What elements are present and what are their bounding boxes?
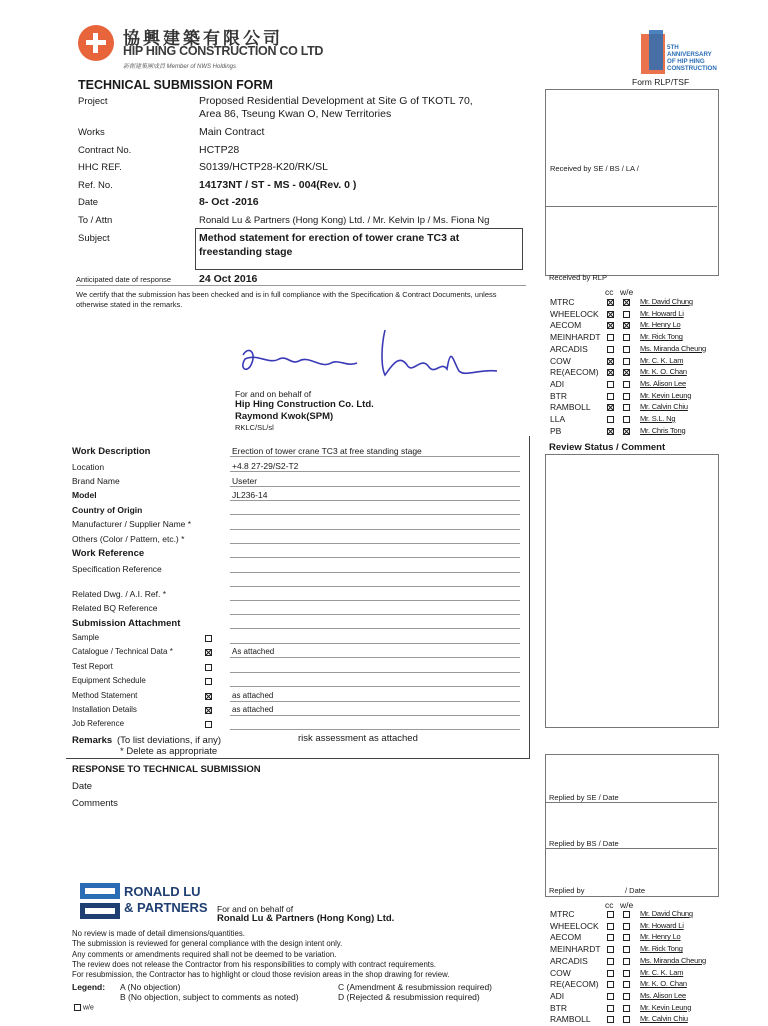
remarks-label: Remarks [72,735,113,746]
attachment-label: Catalogue / Technical Data * [72,647,173,657]
rlp-note: The review does not release the Contractor from his responsibilities to comply with contract requirements. [72,959,437,969]
attachment-line [230,672,520,673]
replied-se-label: Replied by SE / Date [549,793,619,802]
attachment-line [230,686,520,687]
distribution-row [550,332,720,344]
distribution-org: MTRC [550,909,575,919]
distribution-name: Mr. Chris Tong [640,425,686,435]
we-checkbox[interactable] [623,970,630,977]
we-checkbox[interactable] [623,381,630,388]
cc-checkbox[interactable] [607,358,614,365]
distribution-name: Ms. Alison Lee [640,378,686,388]
form-title: TECHNICAL SUBMISSION FORM [78,78,273,92]
distribution-org: WHEELOCK [550,920,599,931]
distribution-org: BTR [550,1002,567,1013]
rlp-notes [72,929,542,980]
cc-checkbox[interactable] [607,970,614,977]
field-to-attn-value: Ronald Lu & Partners (Hong Kong) Ltd. / Mr. Kelvin Ip / Ms. Fiona Ng [199,215,490,226]
dist-header-we: w/e [620,287,634,297]
company-tagline: 新創建集團成員 Member of NWS Holdings [123,64,237,70]
field-hhc-ref-value: S0139/HCTP28-K20/RK/SL [199,161,328,173]
attachment-line [230,701,520,702]
brand-value: Useter [232,476,258,486]
others-label: Others (Color / Pattern, etc.) * [72,534,185,544]
we-checkbox[interactable] [623,346,630,353]
distribution-org: MTRC [550,297,575,307]
work-reference-heading: Work Reference [72,548,145,559]
anticipated-label: Anticipated date of response [76,275,172,284]
cc-checkbox[interactable] [607,993,614,1000]
cc-checkbox[interactable] [607,393,614,400]
cc-checkbox[interactable] [607,923,614,930]
hip-hing-logo [78,25,114,61]
attachment-checkbox[interactable] [205,721,212,728]
replied-date-label: / Date [625,886,646,895]
anniversary-logo: 5TH ANNIVERSARY OF HIP HING CONSTRUCTION [641,30,717,76]
distribution-org: ARCADIS [550,343,588,354]
distribution-row [550,1014,720,1026]
we-checkbox[interactable] [623,1005,630,1012]
distribution-name: Ms. Alison Lee [640,990,686,1000]
replied-box [545,754,719,897]
manufacturer-label: Manufacturer / Supplier Name * [72,519,192,529]
we-checkbox[interactable] [623,911,630,918]
we-checkbox[interactable] [623,428,630,435]
signatory-line-3: Raymond Kwok(SPM) [235,411,334,422]
distribution-row [550,991,720,1003]
distribution-row [550,979,720,991]
we-checkbox[interactable] [623,946,630,953]
distribution-name: Mr. Calvin Chiu [640,1014,688,1024]
we-checkbox[interactable] [623,299,630,306]
received-rlp-label: Received by RLP [549,273,607,282]
distribution-row [550,391,720,403]
distribution-name: Mr. Howard Li [640,308,684,318]
submission-attachment-heading: Submission Attachment [72,618,181,629]
signatory-line-2: Hip Hing Construction Co. Ltd. [235,399,374,410]
distribution-name: Mr. David Chung [640,297,693,306]
distribution-org: RE(AECOM) [550,979,599,990]
signature [235,325,510,390]
cc-checkbox[interactable] [607,416,614,423]
distribution-row [550,297,720,309]
attachment-note: as attached [232,690,274,700]
distribution-name: Mr. David Chung [640,909,693,918]
cc-checkbox[interactable] [607,428,614,435]
we-checkbox[interactable] [623,934,630,941]
rlp-behalf-1: For and on behalf of [217,904,294,914]
legend-c: C (Amendment & resubmission required) [338,982,493,992]
distribution-row [550,932,720,944]
location-label: Location [72,462,105,472]
work-description-heading: Work Description [72,446,151,457]
distribution-row [550,367,720,379]
we-checkbox[interactable] [623,322,630,329]
certify-text: We certify that the submission has been checked and is in full compliance with the Specification & Contract Documents, unless otherwise stated in the remarks. [76,290,497,309]
field-works-label: Works [78,127,105,138]
attachment-label: Equipment Schedule [72,676,146,686]
distribution-name: Mr. Howard Li [640,920,684,930]
distribution-name: Mr. Rick Tong [640,332,683,342]
remarks-value: risk assessment as attached [298,733,418,744]
model-label: Model [72,490,97,500]
attachment-line [230,715,520,716]
distribution-org: RAMBOLL [550,1014,591,1025]
received-se-label: Received by SE / BS / LA / [550,164,639,173]
we-checkbox[interactable] [623,369,630,376]
attachment-checkbox[interactable] [205,693,212,700]
distribution-org: WHEELOCK [550,308,599,319]
distribution-org: ARCADIS [550,955,588,966]
distribution-row [550,414,720,426]
cc-checkbox[interactable] [607,946,614,953]
legend-label: Legend: [72,982,106,992]
cc-checkbox[interactable] [607,1016,614,1023]
field-ref-no-value: 14173NT / ST - MS - 004(Rev. 0 ) [199,179,357,191]
we-checkbox[interactable] [623,393,630,400]
delete-note: * Delete as appropriate [120,746,218,757]
distribution-name: Ms. Miranda Cheung [640,343,707,353]
field-contract-label: Contract No. [78,145,132,156]
cc-checkbox[interactable] [607,346,614,353]
specification-label: Specification Reference [72,564,162,574]
replied-bs-label: Replied by BS / Date [549,839,619,848]
field-contract-value: HCTP28 [199,144,240,156]
country-label: Country of Origin [72,505,143,515]
company-english-name: HIP HING CONSTRUCTION CO LTD [123,44,324,58]
dist-bottom-header-cc: cc [605,900,614,910]
attachment-checkbox[interactable] [205,664,212,671]
attachment-checkbox[interactable] [205,707,212,714]
distribution-name: Mr. K. O. Chan [640,979,687,989]
we-checkbox[interactable] [623,404,630,411]
distribution-org: AECOM [550,932,582,943]
we-checkbox[interactable] [623,958,630,965]
field-subject-label: Subject [78,233,110,244]
distribution-row [550,921,720,933]
legend-b: B (No objection, subject to comments as noted) [120,992,299,1002]
distribution-name: Mr. Calvin Chiu [640,402,688,412]
attachment-line [230,729,520,730]
related-bq-label: Related BQ Reference [72,603,158,613]
we-checkbox[interactable] [623,416,630,423]
distribution-row [550,309,720,321]
anticipated-value: 24 Oct 2016 [199,273,258,285]
signatory-line-1: For and on behalf of [235,389,312,399]
distribution-row [550,944,720,956]
response-comments-label: Comments [72,798,118,809]
field-hhc-ref-label: HHC REF. [78,162,122,173]
cc-checkbox[interactable] [607,322,614,329]
attachment-label: Method Statement [72,690,138,700]
distribution-row [550,344,720,356]
distribution-name: Mr. Henry Lo [640,932,681,942]
attachment-label: Job Reference [72,719,125,729]
dist-header-cc: cc [605,287,614,297]
distribution-org: RE(AECOM) [550,367,599,378]
rlp-note: The submission is reviewed for general compliance with the design intent only. [72,939,343,949]
cc-checkbox[interactable] [607,299,614,306]
we-checkbox[interactable] [623,311,630,318]
brand-label: Brand Name [72,476,120,486]
field-date-value: 8- Oct -2016 [199,196,259,208]
distribution-row [550,426,720,438]
attachment-checkbox[interactable] [205,678,212,685]
we-checkbox[interactable] [623,981,630,988]
distribution-row [550,379,720,391]
field-to-attn-label: To / Attn [78,215,113,226]
response-heading: RESPONSE TO TECHNICAL SUBMISSION [72,764,261,775]
rlp-note: No review is made of detail dimensions/quantities. [72,929,245,938]
distribution-name: Mr. Henry Lo [640,320,681,330]
field-project-label: Project [78,96,108,107]
distribution-name: Mr. Rick Tong [640,944,683,954]
rlp-logo-line-2: & PARTNERS [124,900,208,915]
model-value: JL236-14 [232,490,268,500]
company-chinese-name: 協興建築有限公司 [123,29,283,49]
attachment-note: As attached [232,647,275,657]
field-subject-value: Method statement for erection of tower crane TC3 at freestanding stage [199,232,460,258]
attachment-label: Test Report [72,661,113,671]
attachment-line [230,657,520,658]
cc-checkbox[interactable] [607,334,614,341]
we-checkbox[interactable] [623,358,630,365]
field-works-value: Main Contract [199,126,265,138]
distribution-org: COW [550,967,571,978]
we-checkbox[interactable] [623,923,630,930]
distribution-row [550,402,720,414]
attachment-checkbox[interactable] [205,649,212,656]
rlp-logo [80,883,120,920]
distribution-row [550,968,720,980]
cc-checkbox[interactable] [607,934,614,941]
field-ref-no-label: Ref. No. [78,180,113,191]
legend-d: D (Rejected & resubmission required) [338,992,480,1002]
rlp-logo-line-1: RONALD LU [124,884,201,899]
field-date-label: Date [78,197,99,208]
remarks-hint: (To list deviations, if any) [117,735,222,746]
replied-by-label: Replied by [549,886,585,895]
cc-checkbox[interactable] [607,369,614,376]
distribution-row [550,1003,720,1015]
rlp-note: Any comments or amendments required shall not be deemed to be variation. [72,949,337,959]
legend-a: A (No objection) [120,982,181,992]
distribution-org: MEINHARDT [550,332,601,343]
cc-checkbox[interactable] [607,958,614,965]
distribution-org: PB [550,425,562,436]
location-value: +4.8 27-29/S2-T2 [232,461,299,471]
we-checkbox[interactable] [74,1004,81,1011]
rlp-behalf-2: Ronald Lu & Partners (Hong Kong) Ltd. [217,913,395,924]
distribution-org: MEINHARDT [550,944,601,955]
distribution-name: Mr. Kevin Leung [640,390,692,400]
attachment-label: Installation Details [72,705,137,714]
distribution-org: BTR [550,390,567,401]
distribution-org: COW [550,355,571,366]
signatory-line-4: RKLC/SL/sl [235,423,274,432]
distribution-row [550,956,720,968]
cc-checkbox[interactable] [607,404,614,411]
related-dwg-label: Related Dwg. / A.I. Ref. * [72,589,167,599]
distribution-org: ADI [550,378,565,389]
review-status-box [545,454,719,728]
distribution-name: Mr. K. O. Chan [640,367,687,377]
distribution-org: AECOM [550,320,582,331]
distribution-name: Ms. Miranda Cheung [640,955,707,965]
distribution-org: LLA [550,414,566,424]
distribution-row [550,320,720,332]
we-checkbox[interactable] [623,1016,630,1023]
cc-checkbox[interactable] [607,911,614,918]
distribution-name: Mr. S.L. Ng [640,414,676,423]
we-checkbox[interactable] [623,993,630,1000]
form-number: Form RLP/TSF [632,77,690,87]
response-date-label: Date [72,781,93,792]
distribution-name: Mr. Kevin Leung [640,1002,692,1012]
distribution-org: ADI [550,990,565,1001]
cc-checkbox[interactable] [607,381,614,388]
distribution-name: Mr. C. K. Lam [640,355,684,365]
cc-checkbox[interactable] [607,1005,614,1012]
distribution-row [550,356,720,368]
cc-checkbox[interactable] [607,311,614,318]
rlp-note: For resubmission, the Contractor has to highlight or cloud those revision areas in the shop drawing for review. [72,970,450,980]
dist-bottom-header-we: w/e [620,900,634,910]
we-footer: w/e [74,1004,94,1011]
attachment-note: as attached [232,705,274,714]
attachment-line [230,643,520,644]
distribution-row [550,909,720,921]
cc-checkbox[interactable] [607,981,614,988]
distribution-name: Mr. C. K. Lam [640,967,684,977]
received-box [545,89,719,276]
we-checkbox[interactable] [623,334,630,341]
review-status-label: Review Status / Comment [549,442,666,453]
attachment-checkbox[interactable] [205,635,212,642]
distribution-org: RAMBOLL [550,402,591,413]
work-description-value: Erection of tower crane TC3 at free standing stage [232,446,422,456]
field-project-value: Proposed Residential Development at Site G of TKOTL 70, [199,95,473,107]
field-project-value-2: Area 86, Tseung Kwan O, New Territories [199,108,392,120]
attachment-label: Sample [72,633,100,642]
